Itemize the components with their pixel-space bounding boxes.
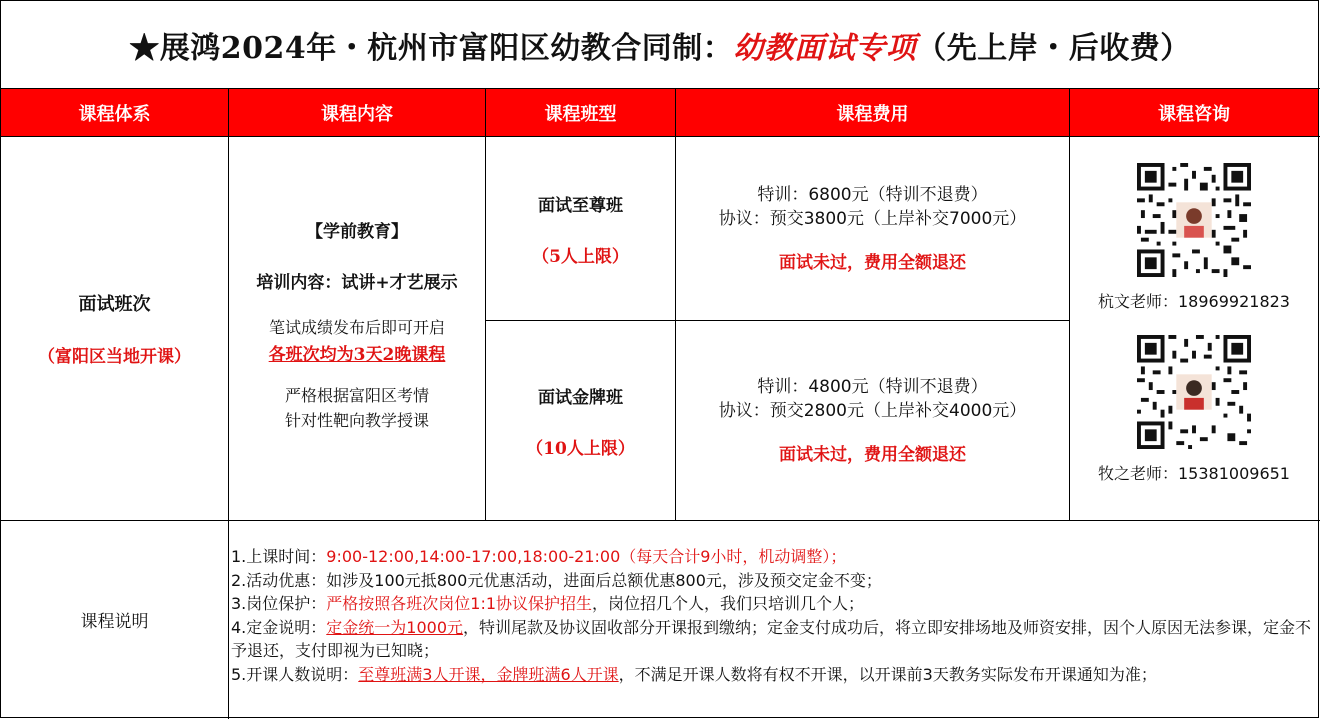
header-course-consult: 课程咨询 (1070, 89, 1318, 136)
refund-note: 面试未过，费用全额退还 (779, 252, 966, 273)
content-line1: 笔试成绩发布后即可开启 (268, 318, 445, 337)
teacher-phone: 牧之老师：15381009651 (1098, 464, 1290, 483)
header-course-fee: 课程费用 (676, 89, 1069, 136)
content-training: 培训内容：试讲+才艺展示 (256, 273, 458, 293)
fee-line: 协议：预交3800元（上岸补交7000元） (718, 208, 1027, 229)
content-category: 【学前教育】 (306, 222, 408, 242)
qr-code-icon[interactable] (1137, 335, 1251, 449)
note-highlight: 定金统一为1000元 (326, 617, 464, 637)
content-line2: 各班次均为3天2晚课程 (268, 345, 446, 365)
content-line4: 针对性靶向教学授课 (284, 411, 429, 430)
consult-teacher-2 (1070, 317, 1318, 520)
course-system-cell (1, 137, 228, 520)
fee-line: 特训：4800元（特训不退费） (757, 376, 988, 397)
header-course-system: 课程体系 (1, 89, 228, 136)
system-name: 面试班次 (78, 294, 151, 315)
note-highlight: 至尊班满3人开课，金牌班满6人开课 (358, 664, 619, 684)
page-title (0, 0, 1320, 89)
notes-list (231, 545, 1316, 686)
note-item-2: 2.活动优惠：如涉及100元抵800元优惠活动，进面后总额优惠800元，涉及预交定金不变； (231, 570, 882, 590)
course-content-cell (229, 137, 485, 520)
note-highlight: 严格按照各班次岗位1:1协议保护招生 (326, 594, 593, 613)
note-label: 1.上课时间： (231, 547, 327, 566)
title-highlight: 幼教面试专项 (733, 30, 917, 66)
content-line3: 严格根据富阳区考情 (284, 386, 429, 405)
grid-line (0, 88, 1320, 89)
note-item-5 (231, 663, 1316, 687)
note-highlight: 9:00-12:00,14:00-17:00,18:00-21:00（每天合计9小时，机动调整）； (326, 547, 847, 566)
class-limit: （10人上限） (526, 438, 635, 459)
note-item-1 (231, 545, 1316, 569)
title-suffix: （先上岸・后收费） (916, 30, 1191, 66)
note-label: 5.开课人数说明： (231, 664, 359, 684)
class-type-premium (486, 137, 675, 320)
fee-line: 特训：6800元（特训不退费） (757, 184, 988, 205)
note-label: 4.定金说明： (231, 617, 327, 637)
class-name: 面试至尊班 (538, 195, 623, 216)
consult-teacher-1 (1070, 137, 1318, 317)
note-text: ，不满足开课人数将有权不开课，以开课前3天教务实际发布开课通知为准； (618, 664, 1157, 684)
fee-gold (676, 321, 1069, 520)
class-name: 面试金牌班 (538, 387, 623, 408)
note-text: ，岗位招几个人，我们只培训几个人； (592, 594, 865, 613)
note-item-4 (231, 616, 1316, 663)
note-item-3 (231, 592, 1316, 616)
refund-note: 面试未过，费用全额退还 (779, 444, 966, 465)
notes-label: 课程说明 (80, 612, 149, 632)
class-type-gold (486, 321, 675, 520)
title-prefix: ★展鸿2024年・杭州市富阳区幼教合同制： (129, 30, 734, 66)
fee-premium (676, 137, 1069, 320)
header-class-type: 课程班型 (486, 89, 675, 136)
teacher-phone: 杭文老师：18969921823 (1098, 292, 1290, 311)
fee-line: 协议：预交2800元（上岸补交4000元） (718, 400, 1027, 421)
system-note: （富阳区当地开课） (38, 347, 191, 367)
note-text: ，特训尾款及协议固收部分开课报到缴纳；定金支付成功后，将立即安排场地及师资安排，因个人原因无法参课，定金不予退还，支付即视为已知晓； (231, 617, 1312, 660)
class-limit: （5人上限） (532, 246, 629, 267)
qr-code-icon[interactable] (1137, 163, 1251, 277)
note-label: 3.岗位保护： (231, 594, 327, 613)
header-course-content: 课程内容 (229, 89, 485, 136)
